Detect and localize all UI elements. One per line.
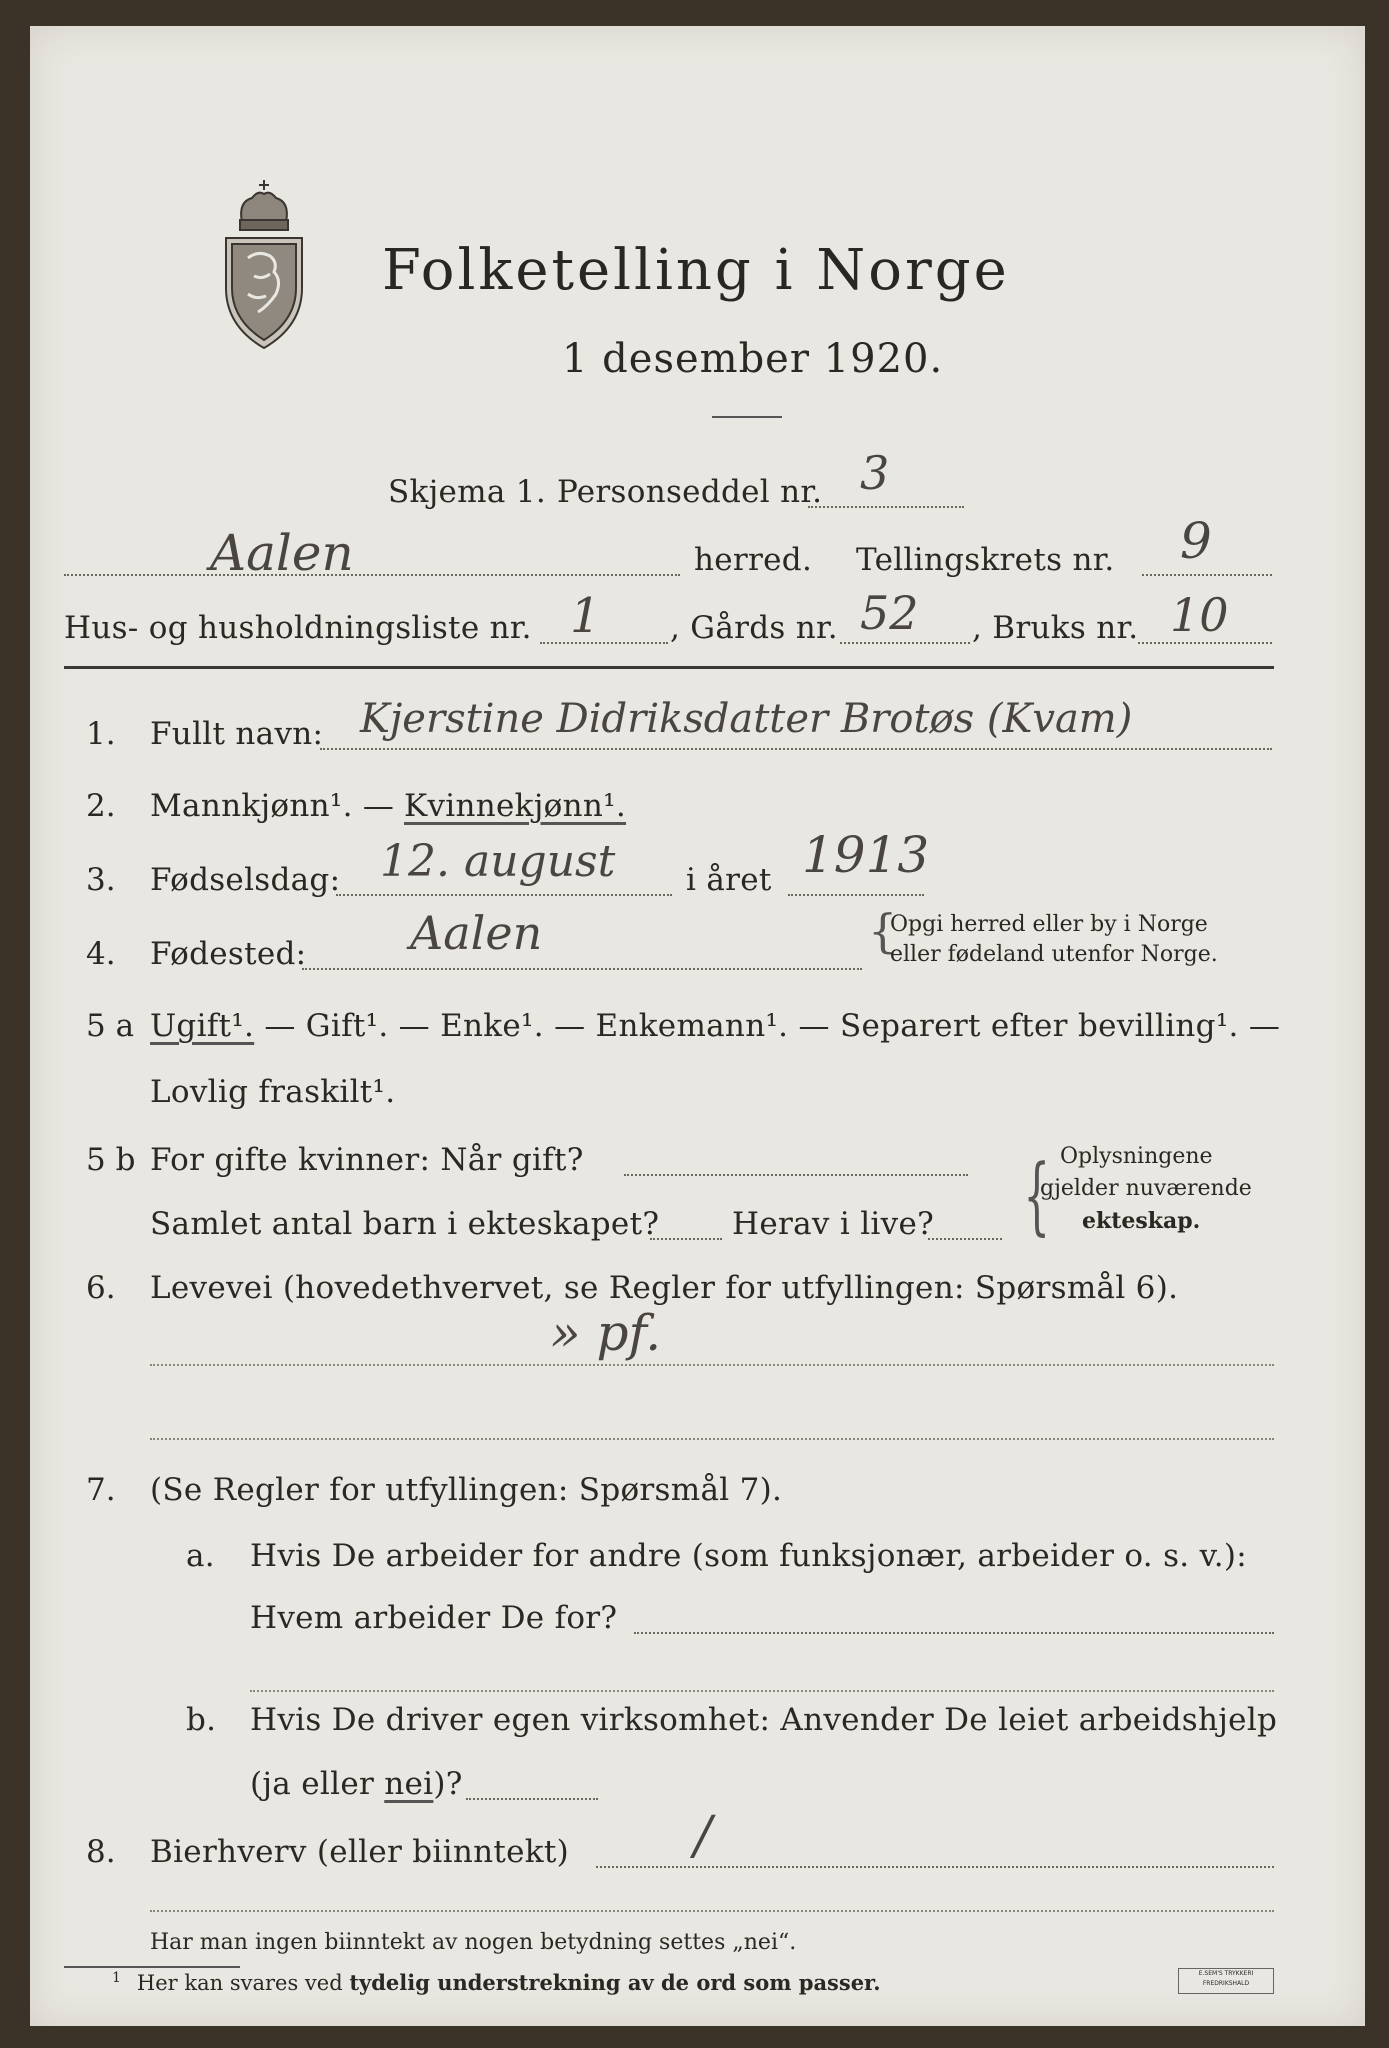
q5b-children-label: Samlet antal barn i ekteskapet? — [150, 1206, 660, 1242]
q7a-line1: Hvis De arbeider for andre (som funksjonær, arbeider o. s. v.): — [250, 1538, 1248, 1574]
footnote: $^1$ Her kan svares ved tydelig understrekning av de ord som passer. — [112, 1970, 881, 1995]
q8-label: Bierhverv (eller biinntekt) — [150, 1834, 570, 1870]
q3-year-label: i året — [686, 862, 772, 898]
personseddel-value[interactable]: 3 — [860, 446, 890, 500]
q3-label: Fødselsdag: — [150, 862, 341, 898]
side-income-value[interactable]: / — [694, 1806, 712, 1866]
q5b-note-line1: Oplysningene — [1060, 1144, 1213, 1169]
q4-note-line2: eller fødeland utenfor Norge. — [890, 942, 1218, 967]
q6-label: Levevei (hovedethvervet, se Regler for utfyllingen: Spørsmål 6). — [150, 1270, 1179, 1306]
occupation-line-2 — [150, 1438, 1274, 1440]
q7b-letter: b. — [186, 1702, 217, 1738]
q7-number: 7. — [86, 1472, 116, 1508]
q1-number: 1. — [86, 716, 116, 752]
form-date: 1 desember 1920. — [562, 336, 944, 382]
hired-help-nei-option[interactable]: nei — [384, 1766, 434, 1802]
alive-line — [928, 1238, 1002, 1240]
q6-number: 6. — [86, 1270, 116, 1306]
side-income-line — [596, 1866, 1274, 1868]
gards-line — [840, 642, 970, 644]
occupation-value[interactable]: » pf. — [550, 1304, 662, 1362]
form-title: Folketelling i Norge — [382, 238, 1010, 303]
gards-value[interactable]: 52 — [860, 586, 919, 640]
tellingskrets-line — [1142, 574, 1272, 576]
q5b-note-line3: ekteskap. — [1082, 1208, 1201, 1234]
bruks-line — [1138, 642, 1272, 644]
sex-female-option[interactable]: Kvinnekjønn¹. — [404, 788, 627, 824]
bruks-value[interactable]: 10 — [1170, 588, 1229, 642]
tellingskrets-value[interactable]: 9 — [1180, 512, 1212, 570]
full-name-value[interactable]: Kjerstine Didriksdatter Brotøs (Kvam) — [360, 696, 1133, 742]
personseddel-line — [808, 506, 964, 508]
footer-note: Har man ingen biinntekt av nogen betydning settes „nei“. — [150, 1930, 797, 1955]
q5b-alive-label: Herav i live? — [732, 1206, 935, 1242]
hus-value[interactable]: 1 — [570, 588, 601, 644]
herred-value[interactable]: Aalen — [210, 524, 354, 582]
employer-line-2 — [250, 1690, 1274, 1692]
q4-label: Fødested: — [150, 936, 307, 972]
coat-of-arms-icon — [218, 176, 310, 352]
birthplace-value[interactable]: Aalen — [410, 906, 543, 960]
bruks-label: , Bruks nr. — [972, 610, 1139, 646]
personseddel-label: Personseddel nr. — [557, 474, 823, 510]
side-income-line-2 — [150, 1910, 1274, 1912]
q4-note-brace: { — [868, 904, 898, 958]
civil-status-ugift-option[interactable]: Ugift¹. — [150, 1008, 255, 1044]
birthplace-line — [302, 968, 862, 970]
footnote-mark: 1 — [112, 1970, 121, 1986]
q5b-note-brace: { — [1023, 1146, 1051, 1244]
header-divider — [64, 666, 1274, 669]
herred-line — [64, 574, 680, 576]
q4-number: 4. — [86, 936, 116, 972]
q7a-line2: Hvem arbeider De for? — [250, 1600, 618, 1636]
q5b-number: 5 b — [86, 1142, 136, 1178]
skjema-label: Skjema 1. — [388, 474, 546, 510]
q5b-note-line2: gjelder nuværende — [1040, 1176, 1252, 1201]
q5a-options — [150, 1008, 1280, 1044]
q7-label: (Se Regler for utfyllingen: Spørsmål 7). — [150, 1472, 783, 1508]
occupation-line-1 — [150, 1364, 1274, 1366]
sex-male-option[interactable]: Mannkjønn¹. — — [150, 788, 395, 824]
employer-line — [634, 1632, 1274, 1634]
married-when-line — [624, 1174, 968, 1176]
footnote-divider — [64, 1966, 240, 1968]
civil-status-fraskilt-option[interactable]: Lovlig fraskilt¹. — [150, 1074, 396, 1110]
q7a-letter: a. — [186, 1538, 215, 1574]
birth-year-line — [788, 894, 924, 896]
census-form-page — [30, 26, 1365, 2026]
printer-stamp: E.SEM'S TRYKKERI FREDRIKSHALD — [1178, 1968, 1274, 1994]
q3-number: 3. — [86, 862, 116, 898]
birth-year-value[interactable]: 1913 — [802, 826, 930, 884]
q2-number: 2. — [86, 788, 116, 824]
gards-label: , Gårds nr. — [670, 610, 838, 646]
birthday-line — [336, 894, 672, 896]
civil-status-other-options[interactable]: — Gift¹. — Enke¹. — Enkemann¹. — Separert efter bevilling¹. — — [254, 1008, 1281, 1044]
herred-label: herred. — [694, 542, 813, 578]
q1-line — [320, 748, 1272, 750]
q1-label: Fullt navn: — [150, 716, 324, 752]
children-line — [650, 1238, 722, 1240]
tellingskrets-label: Tellingskrets nr. — [856, 542, 1115, 578]
hus-line — [540, 642, 668, 644]
birthday-value[interactable]: 12. august — [380, 836, 616, 887]
q5a-number: 5 a — [86, 1008, 135, 1044]
q4-note-line1: Opgi herred eller by i Norge — [890, 912, 1208, 937]
hired-help-line — [466, 1798, 598, 1800]
q7b-line2: (ja eller nei)? — [250, 1766, 463, 1802]
hus-label: Hus- og husholdningsliste nr. — [64, 610, 532, 646]
q5b-married-when-label: For gifte kvinner: Når gift? — [150, 1142, 584, 1178]
q8-number: 8. — [86, 1834, 116, 1870]
title-divider — [712, 416, 782, 418]
q7b-line1: Hvis De driver egen virksomhet: Anvender De leiet arbeidshjelp — [250, 1702, 1278, 1738]
